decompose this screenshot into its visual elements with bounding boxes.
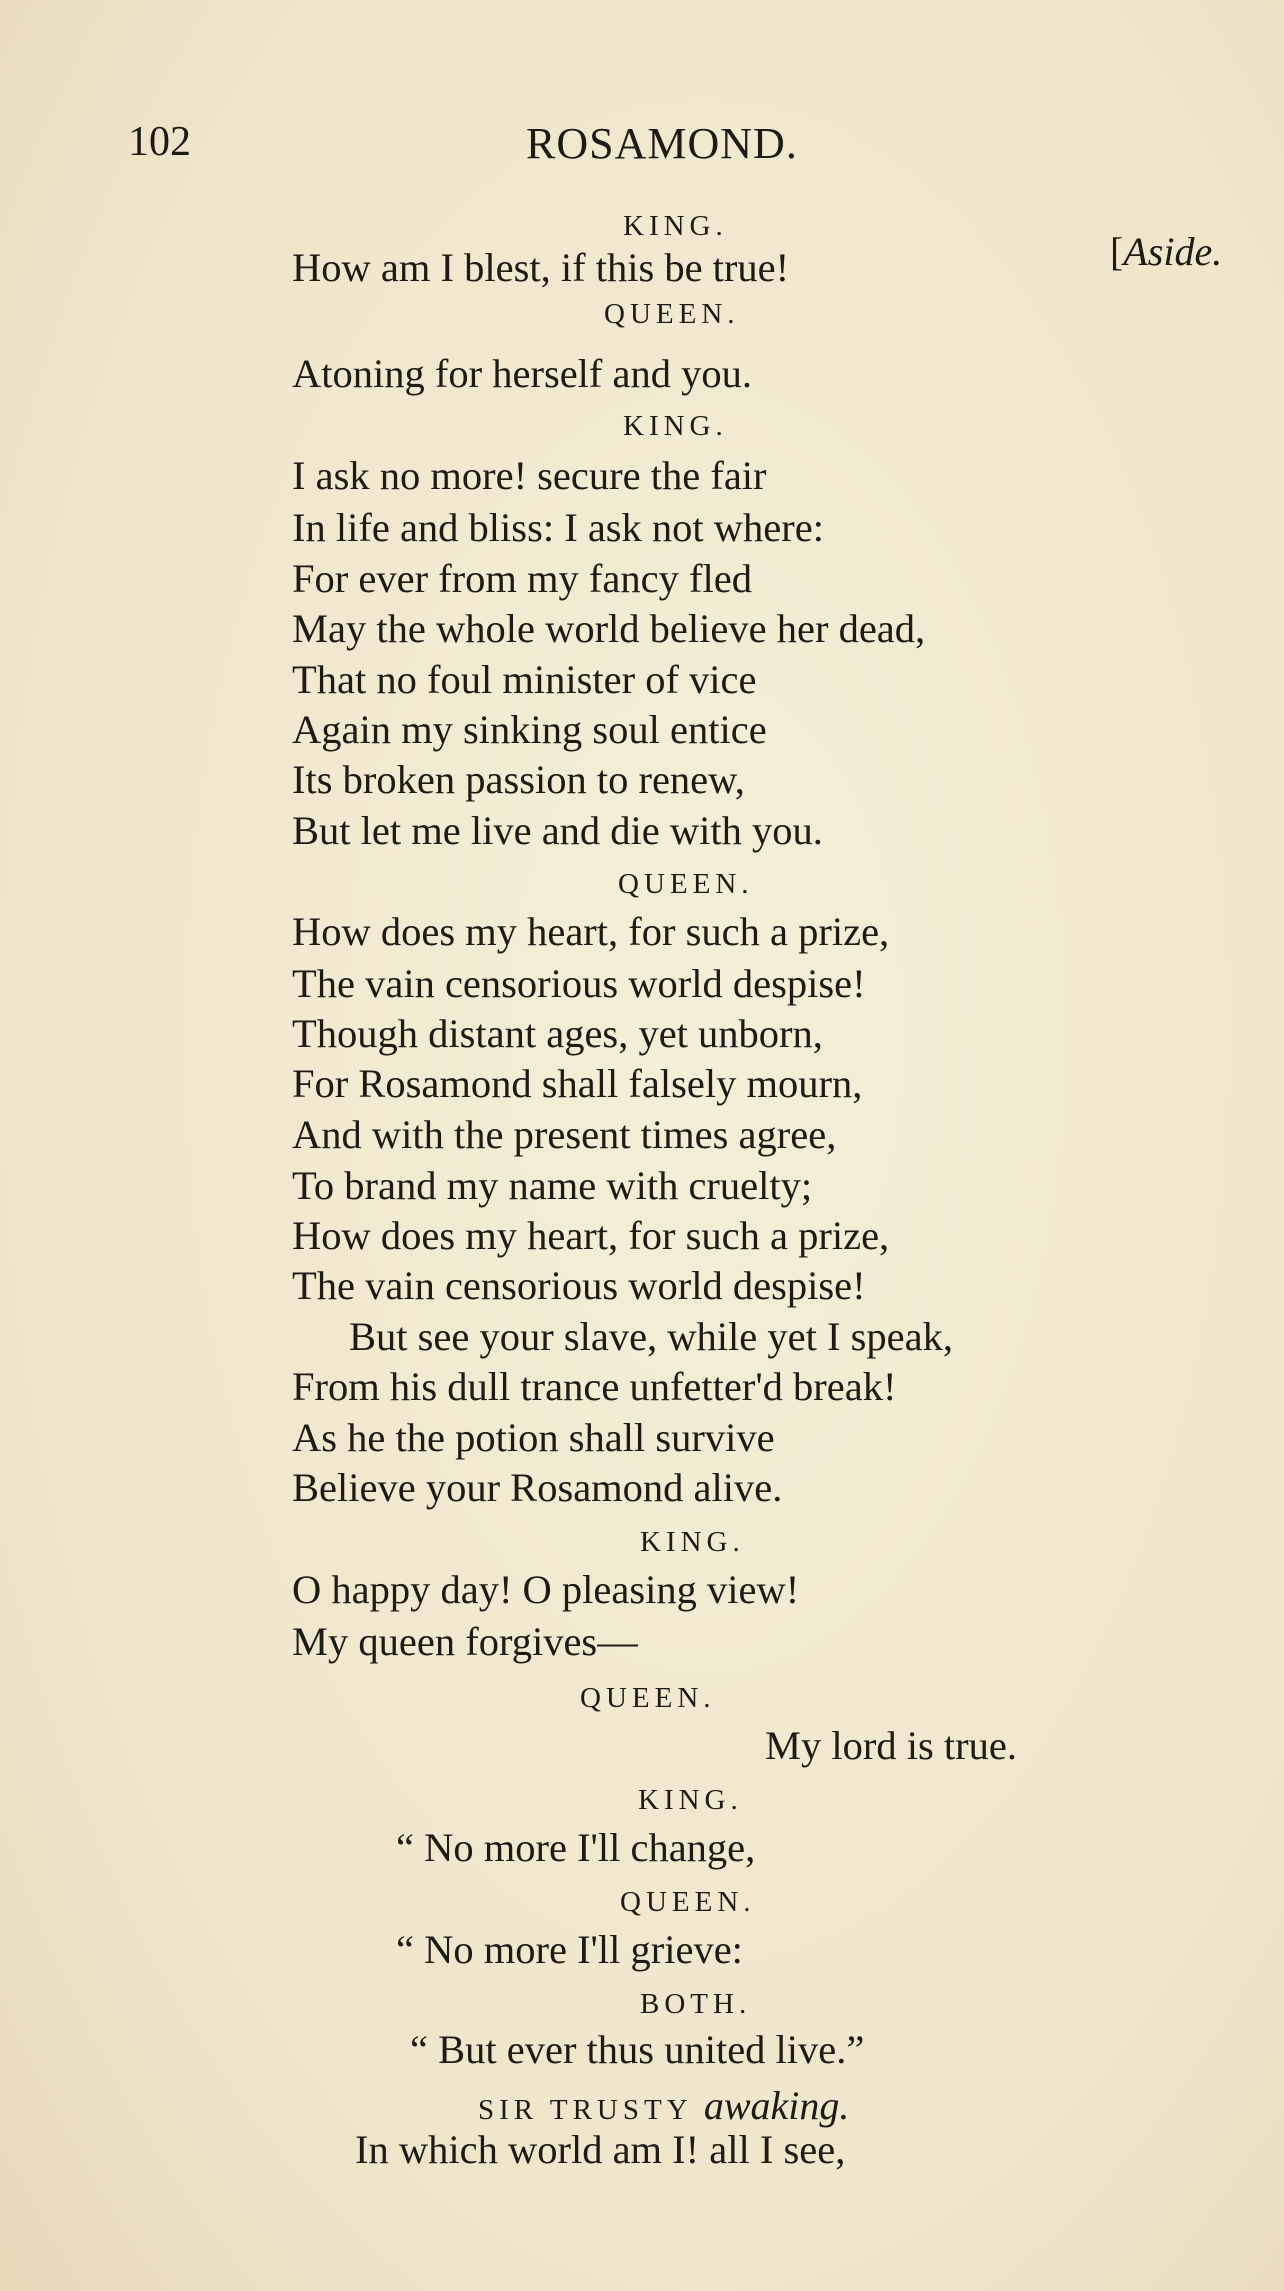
stage-direction-aside bbox=[1110, 228, 1222, 275]
verse-line: How does my heart, for such a prize, bbox=[292, 909, 890, 954]
verse-line: “ No more I'll grieve: bbox=[396, 1927, 743, 1972]
verse-line: In life and bliss: I ask not where: bbox=[292, 505, 824, 550]
verse-line: O happy day! O pleasing view! bbox=[292, 1567, 800, 1612]
running-title: ROSAMOND. bbox=[526, 119, 798, 168]
verse-line: My queen forgives— bbox=[292, 1619, 638, 1664]
stage-direction-awaking: awaking. bbox=[703, 2083, 850, 2128]
speaker-queen: QUEEN. bbox=[604, 298, 740, 330]
verse-line: But let me live and die with you. bbox=[292, 808, 823, 853]
verse-line: Again my sinking soul entice bbox=[292, 707, 767, 752]
verse-line: “ No more I'll change, bbox=[396, 1825, 756, 1870]
aside-text: Aside. bbox=[1123, 229, 1223, 274]
verse-line: Believe your Rosamond alive. bbox=[292, 1465, 783, 1510]
verse-line: As he the potion shall survive bbox=[292, 1415, 775, 1460]
verse-line: That no foul minister of vice bbox=[292, 657, 757, 702]
verse-line: And with the present times agree, bbox=[292, 1112, 837, 1157]
verse-line: For Rosamond shall falsely mourn, bbox=[292, 1061, 863, 1106]
verse-line: From his dull trance unfetter'd break! bbox=[292, 1364, 897, 1409]
speaker-queen: QUEEN. bbox=[620, 1886, 756, 1918]
page-header bbox=[0, 118, 1284, 178]
verse-line: But see your slave, while yet I speak, bbox=[349, 1314, 953, 1359]
verse-line: In which world am I! all I see, bbox=[355, 2127, 846, 2172]
speaker-both: BOTH. bbox=[640, 1988, 752, 2020]
verse-line: I ask no more! secure the fair bbox=[292, 453, 767, 498]
speaker-queen: QUEEN. bbox=[618, 868, 754, 900]
speaker-king: KING. bbox=[640, 1526, 745, 1558]
verse-line: My lord is true. bbox=[765, 1723, 1017, 1768]
verse-line: The vain censorious world despise! bbox=[292, 1263, 866, 1308]
speaker-sir-trusty-name: SIR TRUSTY bbox=[478, 2094, 692, 2126]
aside-bracket: [ bbox=[1110, 229, 1124, 274]
verse-line: “ But ever thus united live.” bbox=[410, 2027, 865, 2072]
verse-line: How does my heart, for such a prize, bbox=[292, 1213, 890, 1258]
verse-line: Atoning for herself and you. bbox=[292, 351, 753, 396]
verse-line: The vain censorious world despise! bbox=[292, 961, 866, 1006]
speaker-king: KING. bbox=[623, 410, 728, 442]
verse-line: May the whole world believe her dead, bbox=[292, 606, 926, 651]
speaker-king: KING. bbox=[638, 1784, 743, 1816]
speaker-queen: QUEEN. bbox=[580, 1682, 716, 1714]
verse-line: Its broken passion to renew, bbox=[292, 757, 745, 802]
speaker-king: KING. bbox=[623, 210, 728, 242]
verse-line: How am I blest, if this be true! bbox=[292, 245, 790, 290]
verse-line: Though distant ages, yet unborn, bbox=[292, 1011, 823, 1056]
speaker-sir-trusty bbox=[478, 2083, 850, 2128]
verse-line: For ever from my fancy fled bbox=[292, 556, 752, 601]
verse-line: To brand my name with cruelty; bbox=[292, 1163, 813, 1208]
page-number: 102 bbox=[128, 119, 191, 165]
